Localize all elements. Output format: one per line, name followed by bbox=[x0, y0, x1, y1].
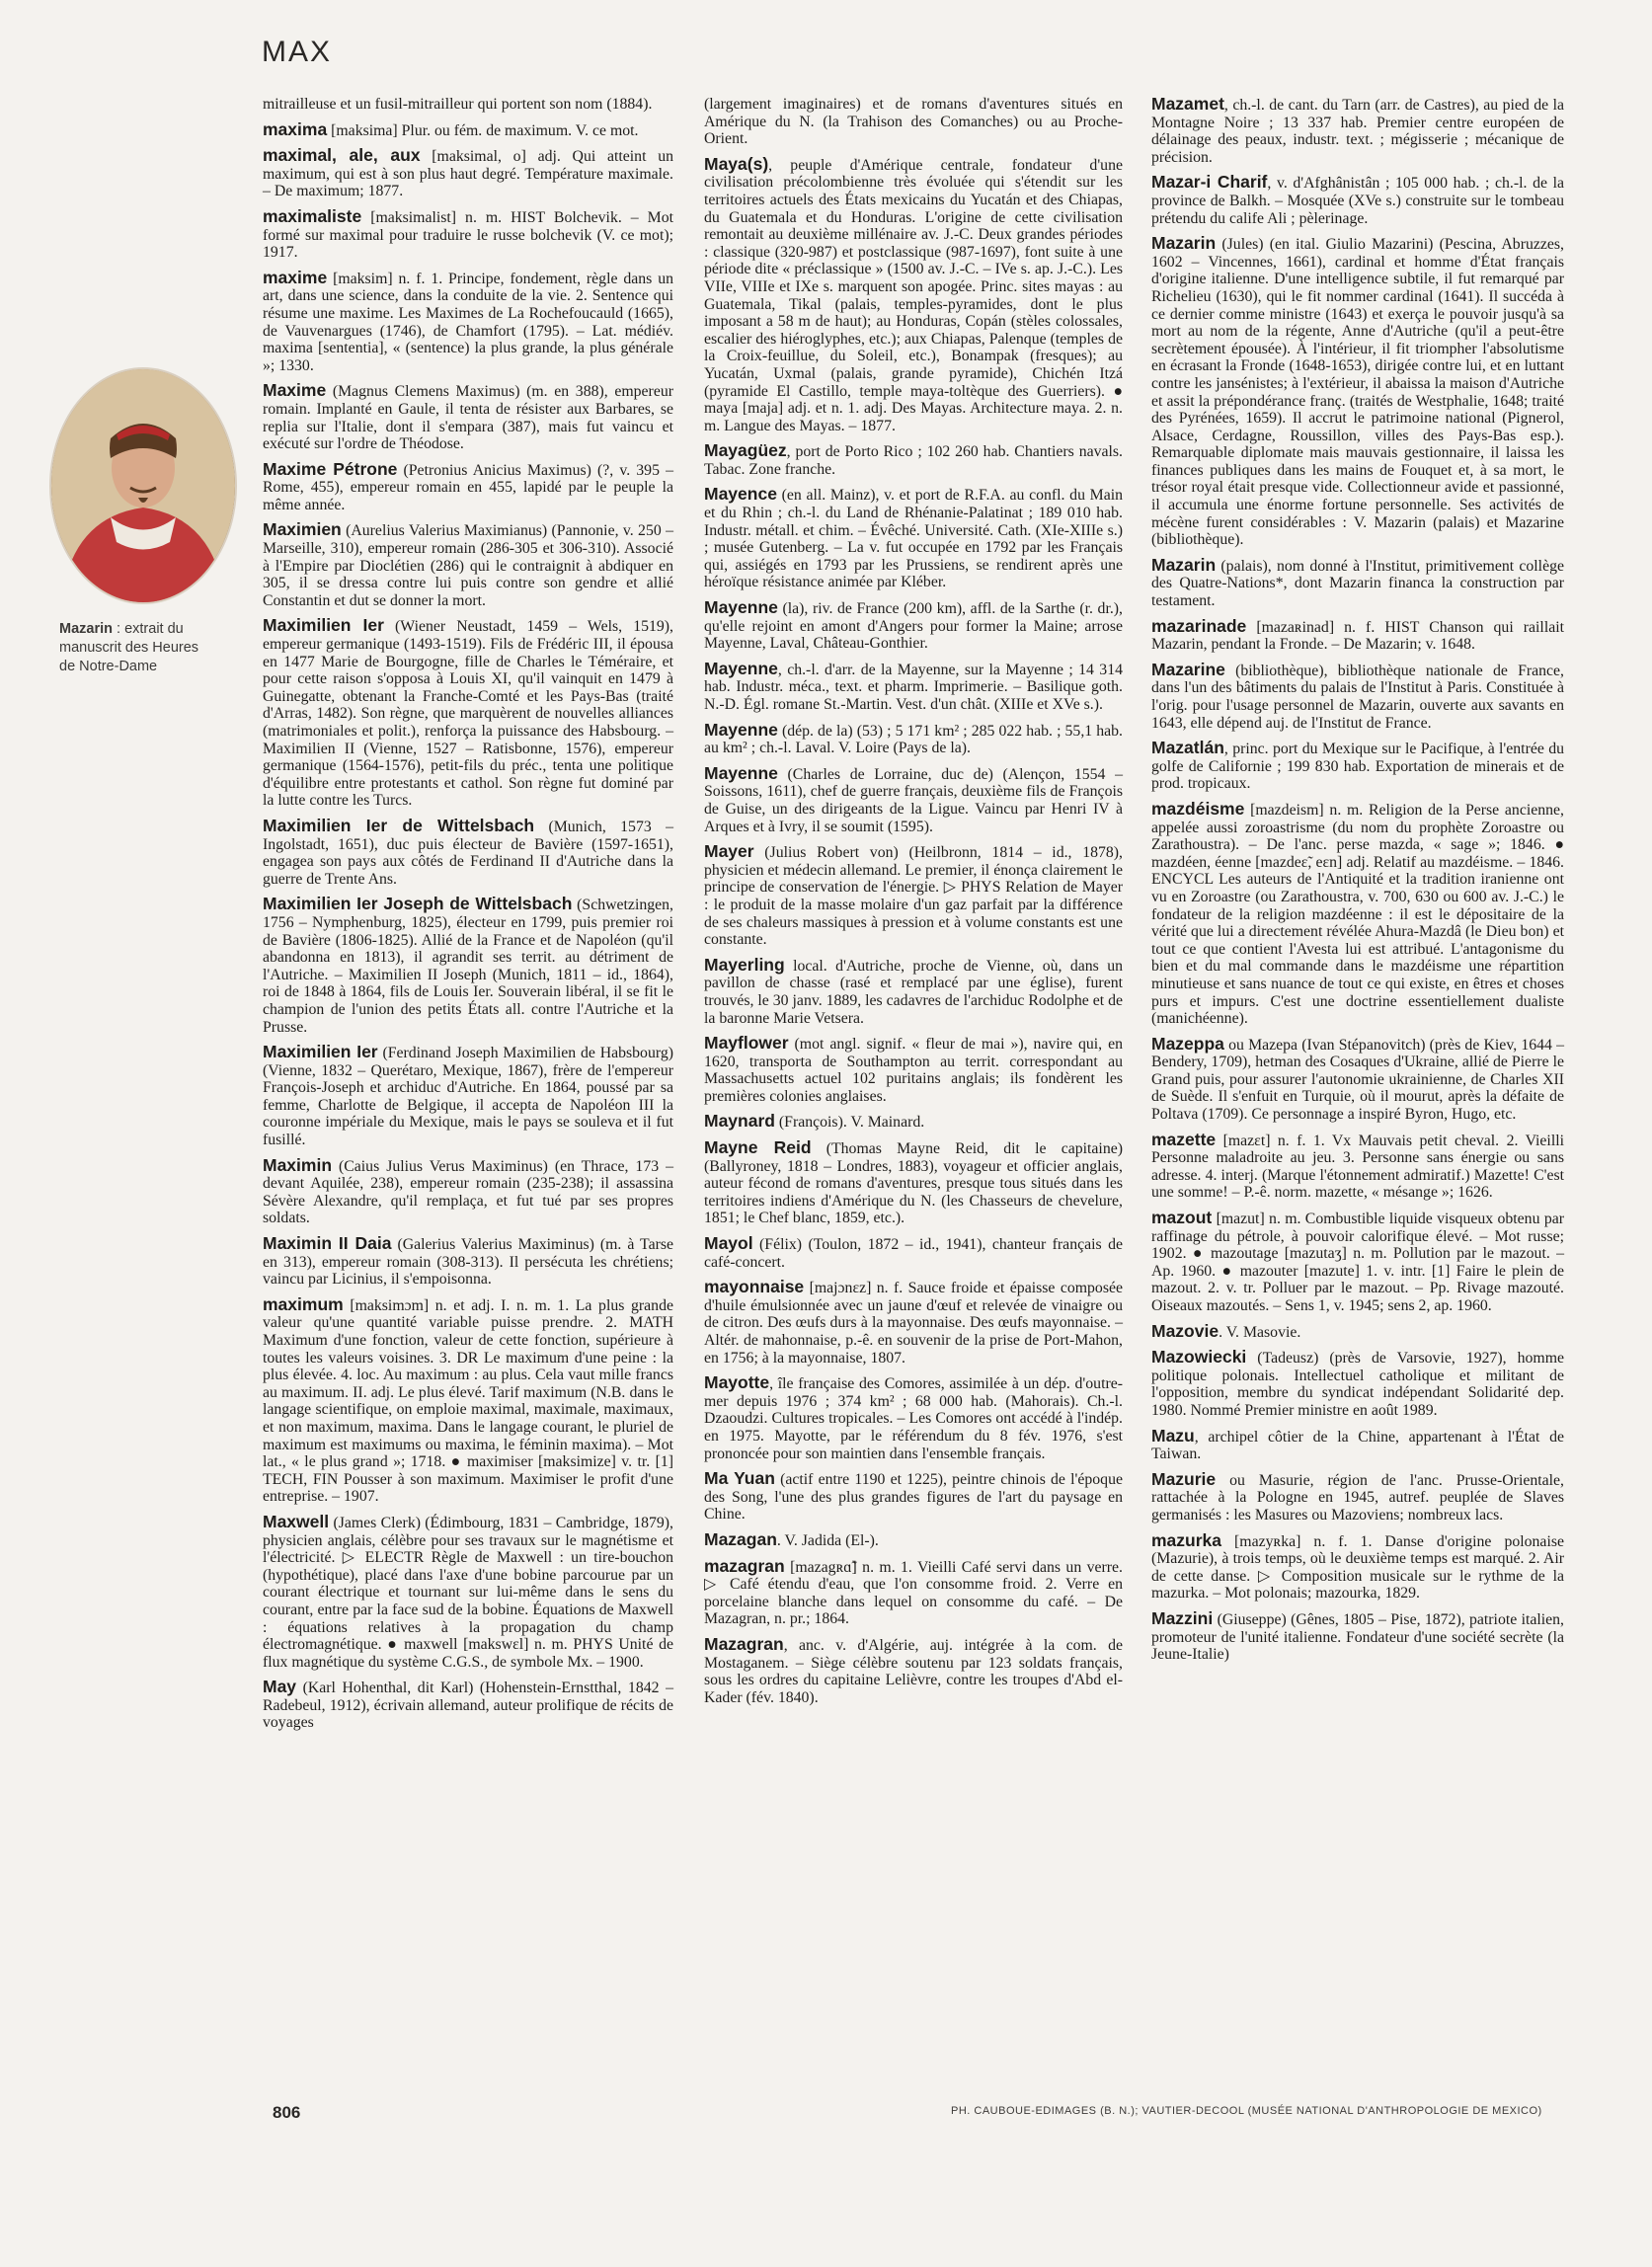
entry-headword: Mayence bbox=[704, 484, 777, 505]
entry-headword: Mayenne bbox=[704, 762, 778, 783]
dictionary-entry bbox=[704, 1139, 1123, 1227]
entry-headword: Maya(s) bbox=[704, 153, 769, 174]
entry-headword: maxime bbox=[263, 267, 328, 287]
dictionary-entry bbox=[263, 521, 673, 609]
entry-definition: (largement imaginaires) et de romans d'aventures situés en Amérique du N. (la Trahison des Comanches) ou au Proche-Orient. bbox=[704, 96, 1123, 148]
dictionary-entry bbox=[1151, 554, 1564, 610]
entry-definition: (Jules) (en ital. Giulio Mazarini) (Pescina, Abruzzes, 1602 – Vincennes, 1661), cardinal et homme d'État français d'origine italienne. D'une intelligence subtile, il fut remarqué par Richelieu (1630), qui le fit nommer cardinal (1641). Il succéda à ce dernier comme ministre (1643) et exerça le pouvoir jusqu'à sa mort au nom de la régente, Anne d'Autriche (qu'il a peut-être secrètement épousée). À l'intérieur, il fit triompher l'absolutisme en écrasant la Fronde (1648-1653), dirigée contre lui, et en luttant contre les jansénistes; à l'extérieur, il abaissa la maison d'Autriche et assit la prépondérance franç. (traités de Westphalie, 1648; traité des Pyrénées, 1659). Il accrut le patrimoine national (Pignerol, Alsace, Cerdagne, Roussillon, villes des Pays-Bas esp.). Remarquable diplomate mais mauvais gestionnaire, il laissa les finances publiques dans les mains de Fouquet et, à sa mort, le trésor royal était presque vide. Collectionneur avide et passionné, il accumula une énorme fortune personnelle. Ses activités de mécène furent considérables : V. Mazarin (palais) et Mazarine (bibliothèque). bbox=[1151, 236, 1564, 549]
entry-headword: mazout bbox=[1151, 1208, 1213, 1228]
entry-headword: Maximin II Daia bbox=[263, 1233, 392, 1254]
entry-definition: ou Masurie, région de l'anc. Prusse-Orientale, rattachée à la Pologne en 1945, autref. peuplée de Slaves germanisés : les Masures ou Mazoviens; nombreux lacs. bbox=[1151, 1471, 1564, 1524]
dictionary-entry bbox=[704, 719, 1123, 757]
dictionary-entry bbox=[1151, 1607, 1564, 1664]
dictionary-entry bbox=[263, 1679, 673, 1732]
dictionary-entry bbox=[1151, 1033, 1564, 1124]
dictionary-entry bbox=[263, 896, 673, 1036]
entry-definition: , princ. port du Mexique sur le Pacifique, à l'entrée du golfe de Californie ; 199 830 hab. Exportation de minerais et de prod. tropicaux. bbox=[1151, 741, 1564, 793]
dictionary-entry bbox=[704, 96, 1123, 148]
entry-headword: Mayflower bbox=[704, 1033, 789, 1054]
entry-definition: , île française des Comores, assimilée à un dép. d'outre-mer depuis 1976 ; 374 km² ; 68 000 hab. (Mahorais). Ch.-l. Dzaoudzi. Cultures tropicales. – Les Comores ont accédé à l'indép. en 1975. Mayotte, par le référendum du 8 fév. 1976, s'est prononcée pour son maintien dans l'ensemble français. bbox=[704, 1375, 1123, 1462]
dictionary-entry bbox=[263, 815, 673, 888]
dictionary-entry bbox=[704, 1113, 1123, 1132]
entry-headword: Mayne Reid bbox=[704, 1137, 812, 1158]
entry-definition: (en all. Mainz), v. et port de R.F.A. au confl. du Main et du Rhin ; ch.-l. du Land de Rhénanie-Palatinat ; 189 010 hab. Industr. métall. et chim. – Évêché. Université. Cath. (XIe-XIIIe s.) ; musée Gutenberg. – La v. fut occupée en 1792 par les Français qui, assiégés en 1793 par les Prussiens, se rendirent après une héroïque résistance animée par Kléber. bbox=[704, 487, 1123, 591]
dictionary-column-2 bbox=[704, 96, 1123, 1714]
dictionary-entry bbox=[263, 617, 673, 810]
dictionary-entry bbox=[704, 658, 1123, 714]
entry-headword: maximum bbox=[263, 1293, 344, 1314]
dictionary-entry bbox=[1151, 1468, 1564, 1524]
entry-definition: , archipel côtier de la Chine, appartenant à l'État de Taiwan. bbox=[1151, 1428, 1564, 1463]
entry-definition: (Thomas Mayne Reid, dit le capitaine) (Ballyroney, 1818 – Londres, 1883), voyageur et officier anglais, auteur fécond de romans d'aventures, presque tous situés dans les territoires indiens d'Amérique du N. (les Chasseurs de chevelure, 1851; le Chef blanc, 1859, etc.). bbox=[704, 1140, 1123, 1227]
dictionary-entry bbox=[704, 486, 1123, 591]
entry-headword: mazdéisme bbox=[1151, 798, 1245, 819]
entry-definition: [maksimal, o] adj. Qui atteint un maximum, qui est à son plus haut degré. Température maximale. – De maximum; 1877. bbox=[263, 148, 673, 200]
entry-headword: maximal, ale, aux bbox=[263, 145, 421, 166]
entry-headword: May bbox=[263, 1677, 297, 1697]
entry-definition: [maksim] n. f. 1. Principe, fondement, règle dans un art, dans une science, dans la conduite de la vie. 2. Sentence qui résume une maxime. Les Maximes de La Rochefoucauld (1665), de Vauvenargues (1746), de Chamfort (1795). – Lat. médiév. maxima [sententia], « (sentence) la plus grande, la plus générale »; 1330. bbox=[263, 270, 673, 374]
entry-definition: [mazaʀinad] n. f. HIST Chanson qui raillait Mazarin, pendant la Fronde. – De Mazarin; v. 1648. bbox=[1151, 618, 1564, 654]
entry-definition: [maksima] Plur. ou fém. de maximum. V. ce mot. bbox=[327, 121, 639, 139]
entry-headword: mayonnaise bbox=[704, 1277, 805, 1297]
entry-definition: local. d'Autriche, proche de Vienne, où, dans un pavillon de chasse (rasé et remplacé par une église), furent trouvés, le 30 janv. 1889, les cadavres de l'archiduc Rodolphe et de la baronne Marie Vetsera. bbox=[704, 957, 1123, 1027]
entry-definition: (Félix) (Toulon, 1872 – id., 1941), chanteur français de café-concert. bbox=[704, 1236, 1123, 1271]
dictionary-entry bbox=[263, 1293, 673, 1506]
entry-definition: (Tadeusz) (près de Varsovie, 1927), homme politique polonais. Intellectuel catholique et militant de l'opposition, membre du syndicat indépendant Solidarité dep. 1980. Nommé Premier ministre en août 1989. bbox=[1151, 1350, 1564, 1419]
dictionary-entry bbox=[704, 762, 1123, 835]
entry-definition: (Wiener Neustadt, 1459 – Wels, 1519), empereur germanique (1493-1519). Fils de Frédéric III, il épousa en 1477 Marie de Bourgogne, fille de Charles le Téméraire, et pour cette raison s'opposa à Louis XI, qu'il vainquit en 1479 à Guinegatte, obtenant la Franche-Comté et les Pays-Bas (traité d'Arras, 1482). Son règne, que marquèrent de nouvelles alliances (matrimoniales et polit.), renforça la puissance des Habsbourg. – Maximilien II (Vienne, 1527 – Ratisbonne, 1576), empereur germanique (1564-1576), petit-fils du préc., tenta une politique d'équilibre entre protestants et cathol. Son règne fut dominé par la lutte contre les Turcs. bbox=[263, 618, 673, 810]
dictionary-entry bbox=[263, 205, 673, 262]
entry-headword: Mazamet bbox=[1151, 94, 1224, 114]
entry-definition: (Giuseppe) (Gênes, 1805 – Pise, 1872), patriote italien, promoteur de l'unité italienne. Fondateur d'une société secrète (la Jeune-Italie) bbox=[1151, 1610, 1564, 1664]
entry-headword: Maxime bbox=[263, 380, 327, 401]
dictionary-entry bbox=[263, 382, 673, 452]
dictionary-entry bbox=[704, 1279, 1123, 1367]
dictionary-entry bbox=[704, 1633, 1123, 1706]
entry-headword: Mayenne bbox=[704, 597, 778, 618]
dictionary-entry bbox=[704, 1374, 1123, 1462]
entry-definition: (Magnus Clemens Maximus) (m. en 388), empereur romain. Implanté en Gaule, il tenta de résister aux Barbares, se replia sur l'Italie, dont il s'empara (387), mais fut vaincu et exécuté sur l'ordre de Théodose. bbox=[263, 383, 673, 453]
entry-headword: Maxime Pétrone bbox=[263, 458, 398, 479]
entry-definition: [mazyʀka] n. f. 1. Danse d'origine polonaise (Mazurie), à trois temps, où le deuxième temps est marqué. 2. Air de cette danse. ▷ Composition musicale sur le rythme de la mazurka. – Mot polonais; mazourka, 1829. bbox=[1151, 1532, 1564, 1603]
entry-definition: , peuple d'Amérique centrale, fondateur d'une civilisation précolombienne très évoluée qui s'étendit sur les territoires actuels des États mexicains du Yucatán et des Chiapas, du Guatemala et du Honduras. L'origine de cette civilisation remontait au deuxième millénaire av. J.-C. Deux grandes périodes : classique (320-987) et postclassique (987-1697), font suite à une période dite « préclassique » (1500 av. J.-C. – IVe s. ap. J.-C.). Les VIIe, VIIIe et IXe s. marquent son apogée. Princ. sites mayas : au Guatemala, Tikal (palais, temples-pyramides, dont le plus imposant a 58 m de haut); au Honduras, Copán (stèles colossales, escalier des hiéroglyphes, etc.); aux Chiapas, Palenque (temples de la Croix-feuillue, du Soleil, etc.), Bonampak (fresques); au Yucatán, Uxmal (palais, grande pyramide), Chichén Itzá (pyramide El Castillo, temple maya-toltèque des Guerriers). ● maya [maja] adj. et n. 1. adj. Des Mayas. Architecture maya. 2. n. m. Langue des Mayas. – 1877. bbox=[704, 156, 1123, 434]
entry-definition: (Julius Robert von) (Heilbronn, 1814 – id., 1878), physicien et médecin allemand. Le premier, il énonça clairement le principe de conservation de l'énergie. ▷ PHYS Relation de Mayer : le produit de la masse molaire d'un gaz parfait par la différence de ses chaleurs massiques à pression et à volume constants est une constante. bbox=[704, 844, 1123, 949]
dictionary-entry bbox=[704, 1470, 1123, 1524]
entry-headword: Mayol bbox=[704, 1233, 753, 1254]
entry-definition: (James Clerk) (Édimbourg, 1831 – Cambridge, 1879), physicien anglais, célèbre pour ses travaux sur le magnétisme et l'électricité. ▷ ELECTR Règle de Maxwell : un tire-bouchon (hypothétique), placé dans l'axe d'une bobine parcourue par un courant électrique et tournant sur lui-même dans le sens du courant, entre par la face sud de la bobine. Équations de Maxwell : équations relatives à la propagation du champ électromagnétique. ● maxwell [makswɛl] n. m. PHYS Unité de flux magnétique du système C.G.S., de symbole Mx. – 1900. bbox=[263, 1514, 673, 1671]
dictionary-entry bbox=[1151, 1129, 1564, 1202]
entry-headword: Mazagan bbox=[704, 1528, 777, 1549]
mazarin-portrait-image bbox=[51, 369, 235, 602]
entry-definition: (la), riv. de France (200 km), affl. de la Sarthe (r. dr.), qu'elle rejoint en amont d'Angers pour former la Maine; arrose Mayenne, Laval, Château-Gonthier. bbox=[704, 600, 1123, 653]
entry-definition: (Caius Julius Verus Maximinus) (en Thrace, 173 – devant Aquilée, 238), empereur romain (235-238); il assassina Sévère Alexandre, qu'il remplaça, et fut tué par ses propres soldats. bbox=[263, 1157, 673, 1227]
entry-definition: (palais), nom donné à l'Institut, primitivement collège des Quatre-Nations*, dont Mazarin financa la construction par testament. bbox=[1151, 557, 1564, 610]
entry-headword: Mazovie bbox=[1151, 1320, 1219, 1341]
entry-definition: , ch.-l. d'arr. de la Mayenne, sur la Mayenne ; 14 314 hab. Industr. méca., text. et pharm. Imprimerie. – Basilique goth. N.-D. Égl. romane St.-Martin. Vest. d'un chât. (XIIIe et XVe s.). bbox=[704, 661, 1123, 713]
entry-definition: [maksimɔm] n. et adj. I. n. m. 1. La plus grande valeur qu'une quantité variable puisse prendre. 2. MATH Maximum d'une fonction, valeur de cette fonction, supérieure à toutes les valeurs voisines. 3. DR Le maximum d'une peine : la plus élevée. 4. loc. Au maximum : au plus. Cela vaut mille francs au maximum. II. adj. Le plus élevé. Tarif maximum (N.B. dans le langage scientifique, on emploie maximal, maximale, maximaux, et non maximum, maxima. Dans le langage courant, le pluriel de maximum est maximums ou maxima, le féminin maxima). – Mot lat., « le plus grand »; 1718. ● maximiser [maksimize] v. tr. [1] TECH, FIN Pousser à son maximum. Maximiser le profit d'une entreprise. – 1907. bbox=[263, 1296, 673, 1506]
dictionary-entry bbox=[1151, 1210, 1564, 1315]
dictionary-entry bbox=[704, 153, 1123, 435]
entry-headword: maxima bbox=[263, 118, 328, 139]
dictionary-entry bbox=[263, 458, 673, 514]
entry-headword: Maynard bbox=[704, 1111, 775, 1132]
entry-definition: (Schwetzingen, 1756 – Nymphenburg, 1825), électeur en 1799, puis premier roi de Bavière (1806-1825). Allié de la France et de Napoléon (qu'il abandonna en 1813), il agrandit ses territ. au détriment de l'Autriche. – Maximilien II Joseph (Munich, 1811 – id., 1864), roi de 1848 à 1864, fils de Louis Ier. Souverain libéral, il se fit le champion de l'union des petits États all. contre l'Autriche et la Prusse. bbox=[263, 897, 673, 1036]
page-header-title: MAX bbox=[262, 36, 333, 68]
entry-headword: mazarinade bbox=[1151, 615, 1247, 636]
dictionary-entry bbox=[1151, 615, 1564, 654]
dictionary-entry bbox=[263, 118, 673, 140]
entry-headword: Mazarin bbox=[1151, 554, 1217, 575]
entry-definition: (Munich, 1573 – Ingolstadt, 1651), duc puis électeur de Bavière (1597-1651), engagea son pays aux côtés de Ferdinand II d'Autriche dans la guerre de Trente Ans. bbox=[263, 818, 673, 888]
entry-definition: mitrailleuse et un fusil-mitrailleur qui portent son nom (1884). bbox=[263, 96, 653, 113]
entry-headword: Mazagran bbox=[704, 1633, 784, 1654]
entry-headword: Mazar-i Charif bbox=[1151, 172, 1268, 193]
entry-definition: [majɔnɛz] n. f. Sauce froide et épaisse composée d'huile émulsionnée avec un jaune d'œuf et relevée de vinaigre ou de citron. Des œufs durs à la mayonnaise. Des œufs mayonnaise. – Altér. de mahonnaise, p.-ê. en souvenir de la prise de Port-Mahon, en 1756; à la mayonnaise, 1807. bbox=[704, 1280, 1123, 1367]
dictionary-entry bbox=[1151, 1349, 1564, 1419]
dictionary-entry bbox=[263, 1154, 673, 1227]
entry-headword: Mazarine bbox=[1151, 659, 1225, 679]
entry-headword: mazagran bbox=[704, 1555, 785, 1576]
dictionary-entry bbox=[263, 147, 673, 200]
entry-headword: Mazurie bbox=[1151, 1468, 1217, 1489]
dictionary-entry bbox=[704, 599, 1123, 653]
entry-definition: (bibliothèque), bibliothèque nationale de France, dans l'un des bâtiments du palais de l'Institut à Paris. Constituée à l'orig. pour l'usage personnel de Mazarin, ouverte aux savants en 1643, elle dépend auj. de l'Institut de France. bbox=[1151, 662, 1564, 732]
entry-headword: Mayer bbox=[704, 841, 754, 862]
entry-definition: (Petronius Anicius Maximus) (?, v. 395 – Rome, 455), empereur romain en 455, lapidé par le peuple la même année. bbox=[263, 461, 673, 513]
dictionary-entry bbox=[704, 1035, 1123, 1105]
entry-definition: (mot angl. signif. « fleur de mai »), navire qui, en 1620, transporta de Southampton au territ. correspondant au Massachusetts actuel 102 puritains anglais; ils fondèrent les premières colonies anglaises. bbox=[704, 1036, 1123, 1105]
entry-definition: (dép. de la) (53) ; 5 171 km² ; 285 022 hab. ; 55,1 hab. au km² ; ch.-l. Laval. V. Loire (Pays de la). bbox=[704, 722, 1123, 757]
entry-headword: Mayagüez bbox=[704, 440, 787, 461]
dictionary-entry bbox=[704, 843, 1123, 949]
entry-definition: , ch.-l. de cant. du Tarn (arr. de Castres), au pied de la Montagne Noire ; 13 337 hab. Premier centre européen de délainage des peaux, industr. text. ; mégisserie ; mécanique de précision. bbox=[1151, 97, 1564, 166]
dictionary-entry bbox=[263, 1511, 673, 1671]
entry-headword: Mayenne bbox=[704, 658, 778, 678]
entry-definition: (Ferdinand Joseph Maximilien de Habsbourg) (Vienne, 1832 – Querétaro, Mexique, 1867), frère de l'empereur François-Joseph et archiduc d'Autriche. En 1864, poussé par sa femme, Charlotte de Belgique, il accepta de Napoléon III la couronne impériale du Mexique, mais le pays se souleva et il fut fusillé. bbox=[263, 1045, 673, 1149]
entry-headword: Mayerling bbox=[704, 954, 785, 975]
entry-definition: [mazdeism] n. m. Religion de la Perse ancienne, appelée aussi zoroastrisme (du nom du prophète Zoroastre ou Zarathoustra). – De l'anc. perse mazda, « sage »; 1846. ● mazdéen, éenne [mazdeɛ̃, eɛn] adj. Relatif au mazdéisme. – 1846. ENCYCL Les auteurs de l'Antiquité et la tradition iranienne ont vu en Zoroastre (ou Zarathoustra, v. 700, 630 ou 600 av. J.-C.) le fondateur de la religion mazdéenne : il est le dépositaire de la vérité que lui a directement révélée Ahura-Mazdâ (le Dieu bon) et tout ce que contient l'Avesta lui est attribué. L'antagonisme du bien et du mal commande dans le mazdéisme une répartition minutieuse et sans nuance de tout ce qui existe, en êtres et choses purs et impurs. C'est une doctrine essentiellement dualiste (manichéenne). bbox=[1151, 801, 1564, 1028]
entry-definition: [mazagʀɑ̃] n. m. 1. Vieilli Café servi dans un verre. ▷ Café étendu d'eau, que l'on consomme froid. 2. Verre en porcelaine blanche dans lequel on consomme du café. – De Mazagran, n. pr.; 1864. bbox=[704, 1558, 1123, 1628]
entry-headword: Mazzini bbox=[1151, 1607, 1214, 1628]
dictionary-entry bbox=[1151, 1529, 1564, 1603]
entry-definition: (François). V. Mainard. bbox=[774, 1114, 925, 1132]
entry-definition: (actif entre 1190 et 1225), peintre chinois de l'époque des Song, l'une des plus grandes figures de l'art du paysage en Chine. bbox=[704, 1471, 1123, 1524]
dictionary-entry bbox=[704, 1528, 1123, 1550]
entry-definition: ou Mazepa (Ivan Stépanovitch) (près de Kiev, 1644 – Bendery, 1709), hetman des Cosaques d'Ukraine, allié de Pierre le Grand puis, pour assurer l'autonomie ukrainienne, de Charles XII de Suède. Il s'enfuit en Turquie, où il mourut, après la défaite de Poltava (1709). Ce personnage a inspiré Byron, Hugo, etc. bbox=[1151, 1036, 1564, 1124]
dictionary-entry bbox=[704, 442, 1123, 478]
dictionary-entry bbox=[704, 1235, 1123, 1271]
entry-headword: Maximilien Ier bbox=[263, 615, 384, 636]
dictionary-entry bbox=[263, 1044, 673, 1149]
entry-headword: Maximilien Ier bbox=[263, 1042, 378, 1062]
dictionary-entry bbox=[704, 1555, 1123, 1628]
dictionary-entry bbox=[263, 1235, 673, 1289]
entry-definition: (Karl Hohenthal, dit Karl) (Hohenstein-Ernstthal, 1842 – Radebeul, 1912), écrivain allemand, auteur prolifique de récits de voyages bbox=[263, 1680, 673, 1732]
caption-name: Mazarin bbox=[59, 621, 113, 637]
entry-definition: , anc. v. d'Algérie, auj. intégrée à la com. de Mostaganem. – Siège célèbre soutenu par 123 soldats français, sous les ordres du capitaine Lelièvre, contre les troupes d'Abd el-Kader (fév. 1840). bbox=[704, 1636, 1123, 1706]
entry-headword: Mayenne bbox=[704, 719, 778, 740]
dictionary-entry bbox=[1151, 659, 1564, 732]
dictionary-entry bbox=[1151, 235, 1564, 549]
dictionary-entry bbox=[1151, 96, 1564, 166]
entry-definition: (Charles de Lorraine, duc de) (Alençon, 1554 – Soissons, 1611), chef de guerre français, deuxième fils de François de Guise, un des dirigeants de la Ligue. Vaincu par Henri IV à Arques et à Ivry, il se soumit (1595). bbox=[704, 765, 1123, 835]
entry-definition: [mazut] n. m. Combustible liquide visqueux obtenu par raffinage du pétrole, à pouvoir calorifique élevé. – Mot russe; 1902. ● mazoutage [mazutaʒ] n. m. Pollution par le mazout. – Ap. 1960. ● mazouter [mazute] 1. v. intr. [1] Faire le plein de mazout. 2. v. tr. Polluer par le mazout. – Pp. Rivage mazouté. Oiseaux mazoutés. – Sens 1, v. 1945; sens 2, ap. 1960. bbox=[1151, 1211, 1564, 1314]
entry-headword: Ma Yuan bbox=[704, 1468, 775, 1489]
photo-credit: PH. CAUBOUE-EDIMAGES (B. N.); VAUTIER-DECOOL (MUSÉE NATIONAL D'ANTHROPOLOGIE DE MEXICO) bbox=[951, 2105, 1542, 2117]
entry-headword: Mazowiecki bbox=[1151, 1347, 1247, 1368]
entry-headword: Maximin bbox=[263, 1154, 333, 1175]
entry-headword: Mazeppa bbox=[1151, 1033, 1224, 1054]
entry-definition: [maksimalist] n. m. HIST Bolchevik. – Mot formé sur maximal pour traduire le russe bolchevik (V. ce mot); 1917. bbox=[263, 208, 673, 262]
entry-definition: [mazɛt] n. f. 1. Vx Mauvais petit cheval. 2. Vieilli Personne maladroite au jeu. 3. Personne sans énergie ou sans adresse. 4. interj. (Marque l'étonnement admiratif.) Mazette! C'est une somme! – P.-ê. norm. mazette, « mésange »; 1626. bbox=[1151, 1132, 1564, 1202]
entry-headword: Mayotte bbox=[704, 1372, 770, 1393]
dictionary-entry bbox=[1151, 1425, 1564, 1463]
entry-headword: Maximilien Ier de Wittelsbach bbox=[263, 815, 535, 835]
dictionary-entry bbox=[1151, 1320, 1564, 1342]
entry-headword: Maximilien Ier Joseph de Wittelsbach bbox=[263, 894, 573, 914]
entry-headword: Maximien bbox=[263, 519, 342, 540]
entry-headword: mazette bbox=[1151, 1129, 1217, 1149]
dictionary-entry bbox=[263, 267, 673, 375]
dictionary-column-3 bbox=[1151, 96, 1564, 1672]
dictionary-column-1 bbox=[263, 96, 673, 1740]
entry-headword: Mazatlán bbox=[1151, 738, 1224, 758]
entry-definition: . V. Masovie. bbox=[1219, 1323, 1301, 1341]
portrait-drawing bbox=[51, 369, 235, 602]
dictionary-entry bbox=[1151, 798, 1564, 1028]
dictionary-entry bbox=[263, 96, 673, 114]
portrait-caption bbox=[59, 620, 207, 676]
caption-text: : extrait du manuscrit des Heures de Notre-Dame bbox=[59, 621, 199, 674]
page-number: 806 bbox=[273, 2103, 301, 2122]
entry-definition: , v. d'Afghânistân ; 105 000 hab. ; ch.-l. de la province de Balkh. – Mosquée (XVe s.) construite sur le tombeau prétendu du calife Ali ; pèlerinage. bbox=[1151, 175, 1564, 227]
dictionary-entry bbox=[1151, 174, 1564, 227]
entry-definition: . V. Jadida (El-). bbox=[776, 1531, 879, 1549]
dictionary-entry bbox=[704, 954, 1123, 1027]
entry-definition: , port de Porto Rico ; 102 260 hab. Chantiers navals. Tabac. Zone franche. bbox=[704, 443, 1123, 478]
entry-headword: maximaliste bbox=[263, 205, 362, 226]
entry-headword: Mazarin bbox=[1151, 233, 1217, 254]
entry-definition: (Galerius Valerius Maximinus) (m. à Tarse en 313), empereur romain (308-313). Il persécuta les chrétiens; vaincu par Licinius, il s'empoisonna. bbox=[263, 1236, 673, 1289]
entry-headword: Mazu bbox=[1151, 1425, 1195, 1446]
entry-definition: (Aurelius Valerius Maximianus) (Pannonie, v. 250 – Marseille, 310), empereur romain (286-305 et 306-310). Associé à l'Empire par Dioclétien (286) qui le contraignit à abdiquer en 305, il se dressa contre lui puis contre son gendre et allié Constantin et dut se donner la mort. bbox=[263, 522, 673, 609]
entry-headword: Maxwell bbox=[263, 1511, 330, 1531]
entry-headword: mazurka bbox=[1151, 1529, 1222, 1550]
dictionary-entry bbox=[1151, 740, 1564, 793]
